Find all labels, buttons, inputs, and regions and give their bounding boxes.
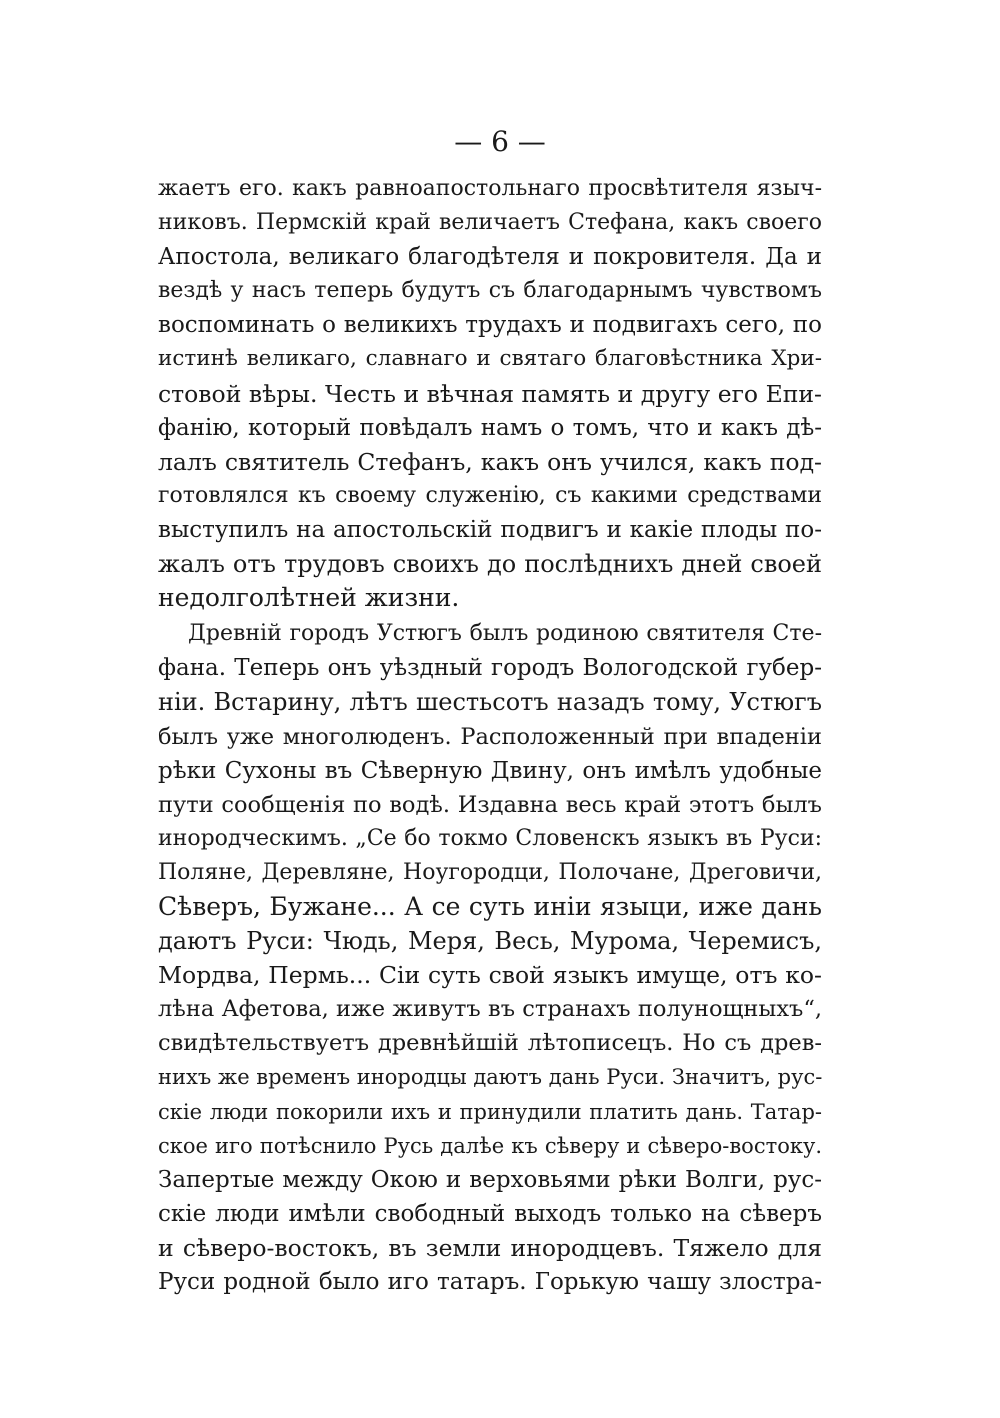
- text-line: скіе люди имѣли свободный выходъ только на сѣверъ: [158, 1200, 822, 1227]
- text-line: ское иго потѣснило Русь далѣе къ сѣверу и сѣверо-востоку.: [158, 1133, 822, 1158]
- text-line: готовлялся къ своему служенію, съ какими средствами: [158, 482, 822, 508]
- text-line: никовъ. Пермскій край величаетъ Стефана, какъ своего: [158, 210, 822, 236]
- text-line: пути сообщенія по водѣ. Издавна весь край этотъ былъ: [158, 791, 822, 818]
- text-line: выступилъ на апостольскій подвигъ и какіе плоды по-: [158, 516, 822, 543]
- text-line: Сѣверъ, Бужане... А се суть иніи языци, иже дань: [158, 891, 822, 921]
- text-line: лѣна Афетова, иже живутъ въ странахъ полунощныхъ“,: [158, 996, 822, 1023]
- text-line: Поляне, Деревляне, Ноугородци, Полочане, Дреговичи,: [158, 859, 822, 885]
- text-line: Запертые между Окою и верховьями рѣки Волги, рус-: [158, 1166, 822, 1193]
- text-line: лалъ святитель Стефанъ, какъ онъ учился, какъ под-: [158, 447, 822, 476]
- text-line: рѣки Сухоны въ Сѣверную Двину, онъ имѣлъ удобные: [158, 757, 822, 784]
- text-line: и сѣверо-востокъ, въ земли инородцевъ. Тяжело для: [158, 1233, 822, 1262]
- text-line: нихъ же временъ инородцы даютъ дань Руси. Значитъ, рус-: [158, 1065, 822, 1090]
- text-line: воспоминать о великихъ трудахъ и подвигахъ сего, по: [158, 312, 822, 339]
- text-line: былъ уже многолюденъ. Расположенный при впаденіи: [158, 723, 822, 750]
- text-line: жаетъ его. какъ равноапостольнаго просвѣтителя языч-: [158, 176, 822, 201]
- text-line: Руси родной было иго татаръ. Горькую чашу злостра-: [158, 1269, 822, 1295]
- text-line: фанію, который повѣдалъ намъ о томъ, что и какъ дѣ-: [158, 414, 822, 441]
- text-line: Древній городъ Устюгъ былъ родиною святителя Сте-: [188, 621, 822, 647]
- body-text: [158, 172, 822, 1299]
- text-line: скіе люди покорили ихъ и принудили платить дань. Татар-: [158, 1099, 822, 1124]
- text-line: инородческимъ. „Се бо токмо Словенскъ языкъ въ Руси:: [158, 825, 822, 851]
- text-line: стовой вѣры. Честь и вѣчная память и другу его Епи-: [158, 379, 822, 408]
- text-line: фана. Теперь онъ уѣздный городъ Вологодской губер-: [158, 655, 822, 682]
- text-line: свидѣтельствуетъ древнѣйшій лѣтописецъ. Но съ древ-: [158, 1030, 822, 1057]
- text-line: ніи. Встарину, лѣтъ шестьсотъ назадъ тому, Устюгъ: [158, 688, 822, 717]
- text-line: вездѣ у насъ теперь будутъ съ благодарнымъ чувствомъ: [158, 278, 822, 304]
- text-line: жалъ отъ трудовъ своихъ до послѣднихъ дней своей: [158, 550, 822, 579]
- text-line: Мордва, Пермь... Сіи суть свой языкъ имуще, отъ ко-: [158, 961, 822, 990]
- text-line: Апостола, великаго благодѣтеля и покровителя. Да и: [158, 244, 822, 271]
- page-number: — 6 —: [454, 125, 546, 158]
- text-line: истинѣ великаго, славнаго и святаго благовѣстника Хри-: [158, 346, 822, 372]
- text-line: даютъ Руси: Чюдь, Меря, Весь, Мурома, Черемисъ,: [158, 927, 822, 956]
- text-line: недолголѣтней жизни.: [158, 583, 460, 613]
